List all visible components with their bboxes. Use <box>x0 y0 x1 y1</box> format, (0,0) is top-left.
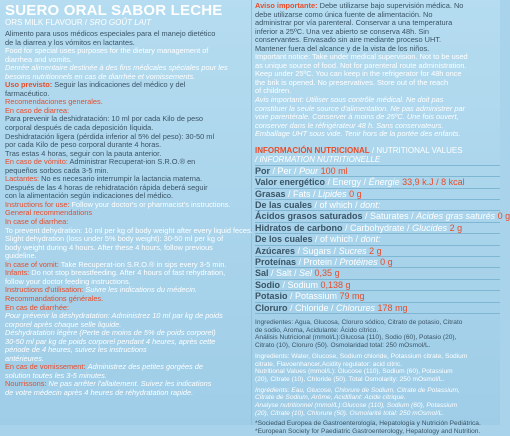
subtitle-en: ORS MILK FLAVOUR <box>5 18 83 27</box>
nutrition-value: 0 g <box>497 211 510 222</box>
ingredients-line: Nutritional Values (mmol/L): Glucose (110), Sodium (60), Potassium <box>255 368 453 376</box>
left-column <box>0 0 253 398</box>
nutrition-label: Sodio <box>255 279 280 290</box>
left-text-line-text: Después de las 4 horas de rehidratación rápida deberá seguir <box>5 182 208 192</box>
notice-text-line-text: of children. <box>255 86 292 96</box>
nutrition-label: Grasas <box>255 188 286 199</box>
nutrition-label: Proteínas <box>255 257 297 267</box>
left-text-line-text: Instructions d'utilisation: <box>5 285 86 295</box>
left-text-line-text: En cas de diarrhée: <box>5 302 70 312</box>
nutrition-row <box>255 211 510 222</box>
nutrition-label: Hidratos de carbono <box>255 222 343 233</box>
left-text-line-text: To prevent dehydration: 10 ml per kg of body weight after every liquid feces. <box>5 225 253 235</box>
notice-text-line-text: administrar por vía parenteral. Conservar a una temperatura <box>255 18 453 28</box>
ingredients-paragraph <box>255 387 500 418</box>
nutrition-label: / Protein / <box>296 257 340 267</box>
nutrition-value: 79 mg <box>339 291 365 302</box>
ingredients-paragraph <box>255 420 500 435</box>
notice-text-line-text: Mantener fuera del alcance y de la vista de los niños. <box>255 43 430 53</box>
notice-text-line-text: constituer la seule source d'alimentation. Ne pas administrer par <box>255 103 466 113</box>
left-text-line-text: con la alimentación según indicaciones del médico. <box>5 191 174 201</box>
notice-text-line-text: Emballage UHT sous vide. Tenir hors de la portée des enfants. <box>255 129 461 139</box>
nutrition-value: 0 g <box>349 188 362 199</box>
left-text-line-text: antérieures. <box>5 353 45 363</box>
left-text-line-text: pequeños sorbos cada 3-5 min. <box>5 165 109 175</box>
nutrition-label: / Sodium <box>280 279 321 290</box>
nutrition-label: Ácidos grasos saturados <box>255 211 363 222</box>
left-text-block <box>0 29 253 398</box>
nutrition-label: / Carbohydrate / <box>342 222 413 233</box>
nutrition-row <box>255 234 500 245</box>
nutrition-label: Sucres <box>338 245 370 256</box>
notice-text-line-text: debe utilizarse como única fuente de alimentación. No <box>255 9 433 19</box>
left-text-line-text: Infants: <box>5 268 32 278</box>
notice-text-line-text: Important notice: Take under medical supervision. Not to be used <box>255 52 468 62</box>
nutrition-row <box>255 280 500 291</box>
notice-text-line-text: inferior a 25ºC. Una vez abierto se conserva 48h. Sin <box>255 26 430 36</box>
nutrition-label: Acides gras saturés <box>416 211 498 222</box>
per-fr: Pour <box>299 165 319 176</box>
nutrition-value: 0 g <box>380 257 393 267</box>
nutrition-label: De los cuales <box>255 234 313 245</box>
left-text-line-continuation: Administrez des petites gorgées de <box>87 362 204 372</box>
left-text-line-continuation: Suivre les indications du médecin. <box>85 285 198 295</box>
notice-text-line-continuation: Debe utilizarse bajo supervisión médica. No <box>319 1 464 10</box>
left-text-line-text: besoins nutritionnels en cas de diarrhée et vomissements. <box>5 71 196 81</box>
subtitle-separator: / <box>82 18 90 27</box>
left-text-line-text: follow your doctor feeding instructions. <box>5 276 131 286</box>
left-text-line-continuation: Take Recuperat-ion S.R.O.® in sips every 3-5 min. <box>60 259 227 269</box>
left-text-line-text: guideline. <box>5 251 37 261</box>
left-text-line-text: corporel après chaque selle liquide. <box>5 319 122 329</box>
nutrition-label: Lipides <box>318 188 350 199</box>
ingredients-line: Ingredients: Water, Glucose, Sodium chloride, Potassium citrate, Sodium <box>255 352 468 360</box>
notice-text-line-text: conserver dans le réfrigérateur 48 h. Sans conservateurs. <box>255 120 444 130</box>
left-text-line <box>5 244 248 253</box>
ingredients-line: Analyse nutritionnel (mmol/L):Glucose (110), Sodium (60), Potassium <box>255 402 458 410</box>
nutrition-value: 178 mg <box>377 302 408 313</box>
nutrition-value: 2 g <box>369 245 382 256</box>
nutrition-label: / Fats / <box>285 188 319 199</box>
nutrition-label: / Chloride / <box>287 302 337 313</box>
nutrition-row <box>255 189 500 200</box>
nutrition-row <box>255 177 500 188</box>
ingredients-line: Citrate de Sodium, Arôme, Acidifiant: Acide citrique. <box>255 394 406 402</box>
nutrition-label: / Saturates / <box>362 211 417 222</box>
left-text-line-text: Recomendaciones generales. <box>5 97 103 107</box>
left-text-line-text: Tras estas 4 horas, seguir con la pauta anterior. <box>5 148 162 158</box>
product-title: SUERO ORAL SABOR LECHE <box>5 2 223 19</box>
nutrition-heading-separator: / <box>369 145 377 155</box>
nutrition-row <box>255 303 500 314</box>
left-text-line-continuation: Follow your doctor's or pharmacist's instructions. <box>71 199 231 209</box>
left-text-line-text: Instructions for use: <box>5 199 72 209</box>
left-text-line-continuation: Ne pas arrêter l'allaitement. Suivez les indications <box>48 379 212 389</box>
left-text-line-text: Nourrissons: <box>5 379 49 389</box>
nutrition-label: Valor energético <box>255 177 326 188</box>
product-subtitle <box>0 18 248 28</box>
nutrition-label: Sal <box>255 268 269 279</box>
left-text-line-text: farmacéutico. <box>5 88 50 98</box>
nutrition-heading-en: NUTRITIONAL VALUES <box>376 145 463 155</box>
nutrition-row <box>255 223 500 234</box>
nutrition-table <box>255 177 510 314</box>
left-text-line-text: période de 4 heures, suivez les instructions <box>5 345 147 355</box>
left-text-line-text: Pour prévenir la déshydratation: Administrez 10 ml par kg de poids <box>5 311 223 321</box>
left-text-line-continuation: Do not stop breastfeeding. After 4 hours of fast rehydration, <box>31 268 226 278</box>
nutrition-label: / Potassium <box>287 291 340 302</box>
nutrition-label: / of which / <box>312 199 361 210</box>
ingredients-line: (20), Citrate (10), Chloride (50). Total Osmolarity: 250 mOsmol/L. <box>255 375 445 383</box>
panel-divider <box>251 0 252 425</box>
left-text-line-text: Deshidratación ligera (pérdida inferior al 5% del peso): 30-50 ml <box>5 131 215 141</box>
notice-text-line-text: as unique source of food. Not for parenteral route administration. <box>255 60 467 70</box>
notice-text-line <box>255 79 500 88</box>
ingredients-paragraph <box>255 353 500 384</box>
nutrition-label: Chlorures <box>336 302 378 313</box>
left-text-line-text: En caso de diarrea: <box>5 105 70 115</box>
ingredients-line: Ingredientes: Agua, Glucosa, Cloruro sódico, Citrato de potasio, Citrato <box>255 319 463 327</box>
left-text-line-text: Denrée alimentaire destinée à des fins médicales spéciales pour les <box>5 63 228 73</box>
nutrition-heading <box>255 146 500 166</box>
nutrition-label: dont: <box>360 199 381 210</box>
nutrition-value: 0,35 g <box>314 268 340 279</box>
nutrition-label: Azúcares <box>255 245 296 256</box>
notice-text-line-text: voie parentérale. Conserver à moins de 25ºC. Une fois ouvert, <box>255 112 459 122</box>
left-text-line-text: body weight during 4 hours. After these 4 hours, follow previous <box>5 242 213 252</box>
ingredients-line: *European Society for Paediatric Gastroenterology, Hepatology and Nutrition. <box>255 428 481 436</box>
left-text-line-text: Recommandations générales. <box>5 293 104 303</box>
nutrition-row <box>255 200 500 211</box>
nutrition-row <box>255 246 500 257</box>
ingredients-block <box>255 319 500 436</box>
nutrition-label: Glucides <box>412 222 450 233</box>
left-text-line-text: In case of diarrhea: <box>5 217 69 227</box>
notice-text-line-text: Avis important: Utiliser sous contrôle médical. Ne doit pas <box>255 95 444 105</box>
nutrition-label: / Energy / <box>325 177 369 188</box>
left-text-line-continuation: No es necesario interrumpir la lactancia materna. <box>41 174 203 184</box>
ingredients-line: Análisis Nutricional (mmol/L):Glucosa (110), Sodio (60), Potasio (20), <box>255 334 457 342</box>
ingredients-line: *Sociedad Europea de Gastroenterología, Hepatología y Nutrición Pediátrica. <box>255 420 481 428</box>
notice-text-line-text: Aviso importante: <box>255 1 320 10</box>
nutrition-label: / of which / <box>312 234 361 245</box>
per-en: Per <box>277 165 292 176</box>
left-text-line <box>5 389 248 398</box>
notice-text-line <box>255 130 500 139</box>
left-text-line-text: Déshydratation légère (Perte de moins de 5% de poids corporel) <box>5 328 216 338</box>
ingredients-line: Citrato (10), Cloruro (50). Osmolaridad total: 250 mOsmol/L. <box>255 342 431 350</box>
right-column <box>255 0 510 436</box>
left-text-line-text: Slight dehydration (loss under 5% body weight): 30-50 ml per kg of <box>5 234 224 244</box>
nutrition-label: De las cuales <box>255 199 313 210</box>
nutrition-label: dont: <box>360 234 381 245</box>
notice-text-line-text: Keep under 25ºC. You can keep in the refrigerator for 48h once <box>255 69 462 79</box>
left-text-line-text: diarrhea and vomits. <box>5 54 72 64</box>
left-text-line-text: In case of vomit: <box>5 259 61 269</box>
nutrition-value: 33,9 k.J / 8 kcal <box>402 177 465 188</box>
ingredients-line: citrate, Flavoenhancer,Acidity regulator: acid citric. <box>255 360 402 368</box>
nutrition-row <box>255 268 500 279</box>
nutrition-label: Sel <box>299 268 315 279</box>
nutrition-label: / Salt / <box>268 268 300 279</box>
left-text-line-text: Uso previsto: <box>5 80 55 90</box>
nutrition-label: Protéines <box>339 257 381 267</box>
nutrition-label: / Sugars / <box>295 245 339 256</box>
subtitle-fr: SRO GOÛT LAIT <box>89 18 152 27</box>
nutrition-per-row: Por / Per / Pour 100 ml <box>255 166 500 177</box>
left-text-line-text: En caso de vómito: <box>5 157 70 167</box>
nutrition-value: 0,138 g <box>320 279 351 290</box>
left-text-line-text: Food for special uses purposes for the dietary management of <box>5 46 209 56</box>
nutrition-label: Énergie <box>368 177 403 188</box>
left-text-line-text: por cada Kilo de peso corporal durante 4 horas. <box>5 140 162 150</box>
per-amount: 100 ml <box>320 165 348 176</box>
left-text-line-text: Para prevenir la deshidratación: 10 ml por cada Kilo de peso <box>5 114 204 124</box>
nutrition-heading-es: INFORMACIÓN NUTRICIONAL <box>255 145 370 155</box>
ingredients-line: de sodio, Aroma, Acidulante: Ácido cítrico. <box>255 326 379 334</box>
left-text-line-text: Alimento para usos médicos especiales para el manejo dietético <box>5 29 216 38</box>
left-text-line-continuation: Seguir las indicaciones del médico y del <box>54 80 186 90</box>
notice-text-line-text: conservantes. Envasado sin aire mediante proceso UHT. <box>255 35 442 45</box>
left-text-line-text: corporal después de cada deposición líquida. <box>5 123 154 133</box>
left-text-line-text: 30-50 ml par kg de poids corporel pendant 4 heures, après cette <box>5 336 216 346</box>
nutrition-label: Potasio <box>255 291 288 302</box>
left-text-line-text: En cas de vomissement: <box>5 362 88 372</box>
nutrition-heading-fr: / INFORMATION NUTRITIONELLE <box>255 154 381 164</box>
nutrition-row <box>255 291 500 302</box>
ingredients-paragraph <box>255 319 500 350</box>
left-text-line-text: Lactantes: <box>5 174 42 184</box>
per-es: Por <box>255 165 271 176</box>
left-text-line-continuation: Administrar Recuperat-ion S.R.O.® en <box>69 157 196 167</box>
notice-text-line-text: the brik is opened. No preservatives. Store out of the reach <box>255 77 449 87</box>
left-text-line-text: solution toutes les 3-5 minutes. <box>5 370 107 380</box>
nutrition-label: Cloruro <box>255 302 288 313</box>
nutrition-value: 2 g <box>449 222 463 233</box>
ingredients-line: (20), Citrate (10), Chlorure (50). Osmolarité total: 250 mOsmol/L. <box>255 409 445 417</box>
left-text-line-text: de votre médecin après 4 heures de réhydratation rapide. <box>5 387 194 397</box>
left-text-line-text: General recommendations <box>5 208 93 218</box>
ingredients-line: Ingrédients: Eau, Glucose, Chlorure de Sodium, Citrate de Potassium, <box>255 386 460 394</box>
notice-text-block <box>255 2 500 139</box>
left-text-line-text: de la diarrea y los vómitos en lactantes. <box>5 37 135 47</box>
nutrition-row <box>255 257 500 268</box>
